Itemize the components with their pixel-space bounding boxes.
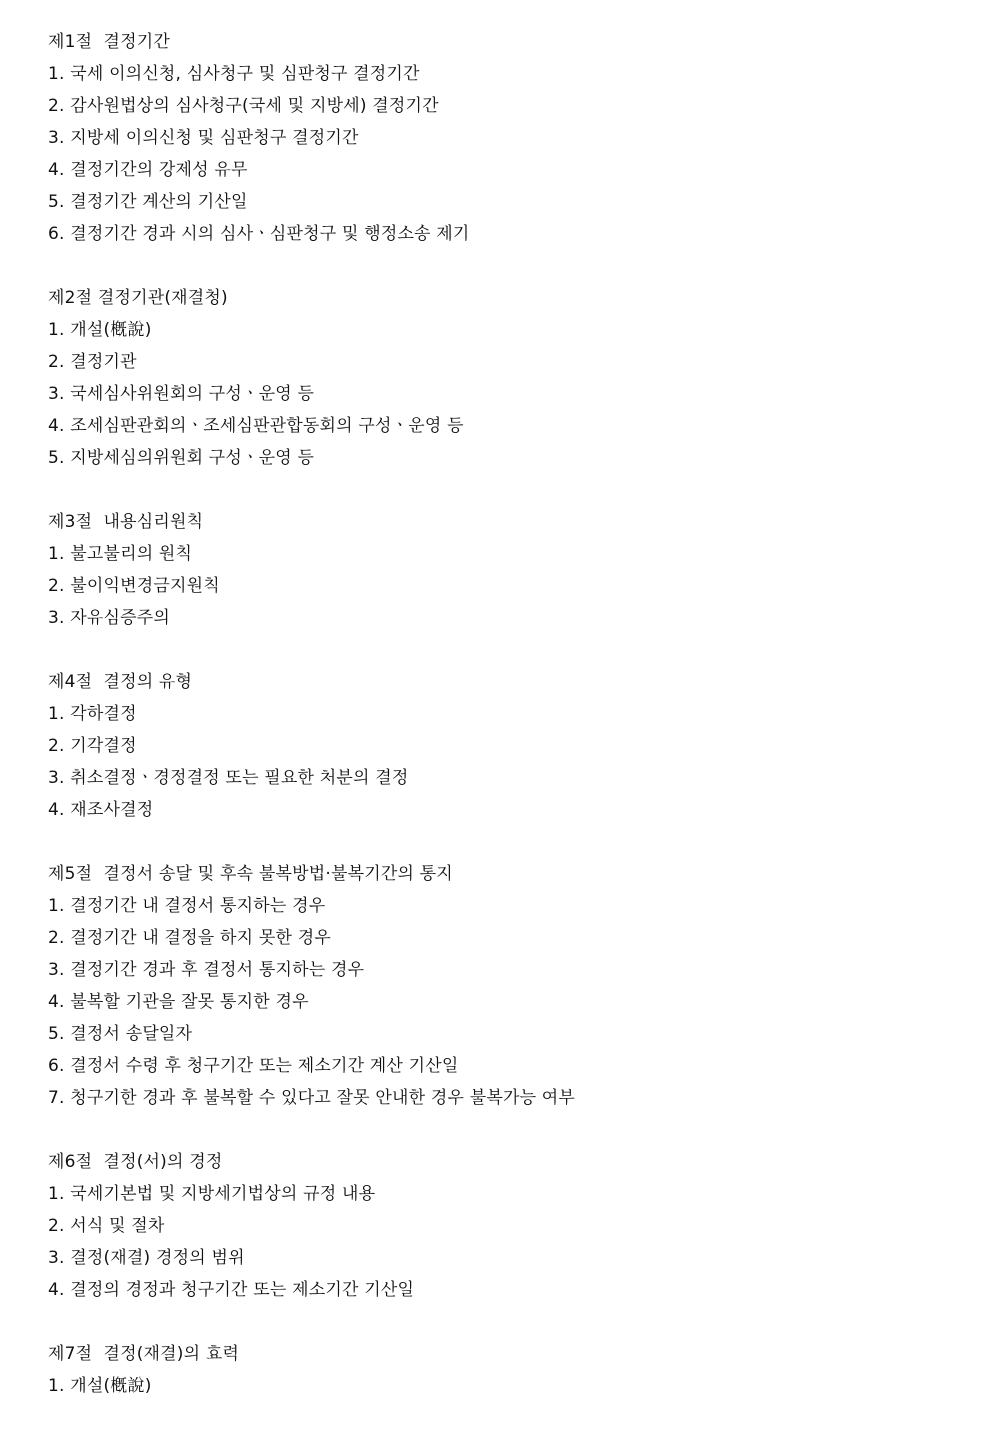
section-7: [48, 1338, 968, 1402]
list-item: 1. 결정기간 내 결정서 통지하는 경우: [48, 896, 326, 916]
list-item: 2. 기각결정: [48, 736, 137, 756]
list-item: 4. 결정기간의 강제성 유무: [48, 160, 248, 180]
section-4: [48, 666, 968, 826]
list-item: 6. 결정기간 경과 시의 심사ㆍ심판청구 및 행정소송 제기: [48, 224, 470, 244]
list-item: 1. 개설(槪說): [48, 1376, 152, 1396]
list-item: 4. 결정의 경정과 청구기간 또는 제소기간 기산일: [48, 1280, 415, 1300]
list-item: 1. 개설(槪說): [48, 320, 152, 340]
list-item: 5. 지방세심의위원회 구성ㆍ운영 등: [48, 448, 315, 468]
list-item: 3. 취소결정ㆍ경정결정 또는 필요한 처분의 결정: [48, 768, 409, 788]
list-item: 3. 결정(재결) 경정의 범위: [48, 1248, 245, 1268]
list-item: 2. 결정기관: [48, 352, 137, 372]
list-item: 3. 자유심증주의: [48, 608, 170, 628]
list-item: 5. 결정서 송달일자: [48, 1024, 193, 1044]
list-item: 6. 결정서 수령 후 청구기간 또는 제소기간 계산 기산일: [48, 1056, 459, 1076]
section-title: 제2절 결정기관(재결청): [48, 288, 228, 308]
list-item: 1. 각하결정: [48, 704, 137, 724]
document-page: [48, 26, 968, 1434]
list-item: 1. 국세 이의신청, 심사청구 및 심판청구 결정기간: [48, 64, 420, 84]
list-item: 5. 결정기간 계산의 기산일: [48, 192, 248, 212]
section-title: 제4절 결정의 유형: [48, 672, 193, 692]
section-1: [48, 26, 968, 250]
list-item: 1. 국세기본법 및 지방세기법상의 규정 내용: [48, 1184, 376, 1204]
section-title: 제1절 결정기간: [48, 32, 170, 52]
list-item: 4. 불복할 기관을 잘못 통지한 경우: [48, 992, 309, 1012]
section-title: 제3절 내용심리원칙: [48, 512, 204, 532]
list-item: 3. 결정기간 경과 후 결정서 통지하는 경우: [48, 960, 365, 980]
list-item: 4. 조세심판관회의ㆍ조세심판관합동회의 구성ㆍ운영 등: [48, 416, 464, 436]
list-item: 2. 서식 및 절차: [48, 1216, 165, 1236]
list-item: 2. 불이익변경금지원칙: [48, 576, 220, 596]
list-item: 4. 재조사결정: [48, 800, 154, 820]
list-item: 3. 지방세 이의신청 및 심판청구 결정기간: [48, 128, 359, 148]
list-item: 7. 청구기한 경과 후 불복할 수 있다고 잘못 안내한 경우 불복가능 여부: [48, 1088, 576, 1108]
section-title: 제6절 결정(서)의 경정: [48, 1152, 223, 1172]
list-item: 2. 감사원법상의 심사청구(국세 및 지방세) 결정기간: [48, 96, 439, 116]
section-2: [48, 282, 968, 474]
section-5: [48, 858, 968, 1114]
list-item: 2. 결정기간 내 결정을 하지 못한 경우: [48, 928, 331, 948]
list-item: 1. 불고불리의 원칙: [48, 544, 193, 564]
section-6: [48, 1146, 968, 1306]
section-title: 제5절 결정서 송달 및 후속 불복방법·불복기간의 통지: [48, 864, 453, 884]
section-title: 제7절 결정(재결)의 효력: [48, 1344, 240, 1364]
list-item: 3. 국세심사위원회의 구성ㆍ운영 등: [48, 384, 315, 404]
section-3: [48, 506, 968, 634]
